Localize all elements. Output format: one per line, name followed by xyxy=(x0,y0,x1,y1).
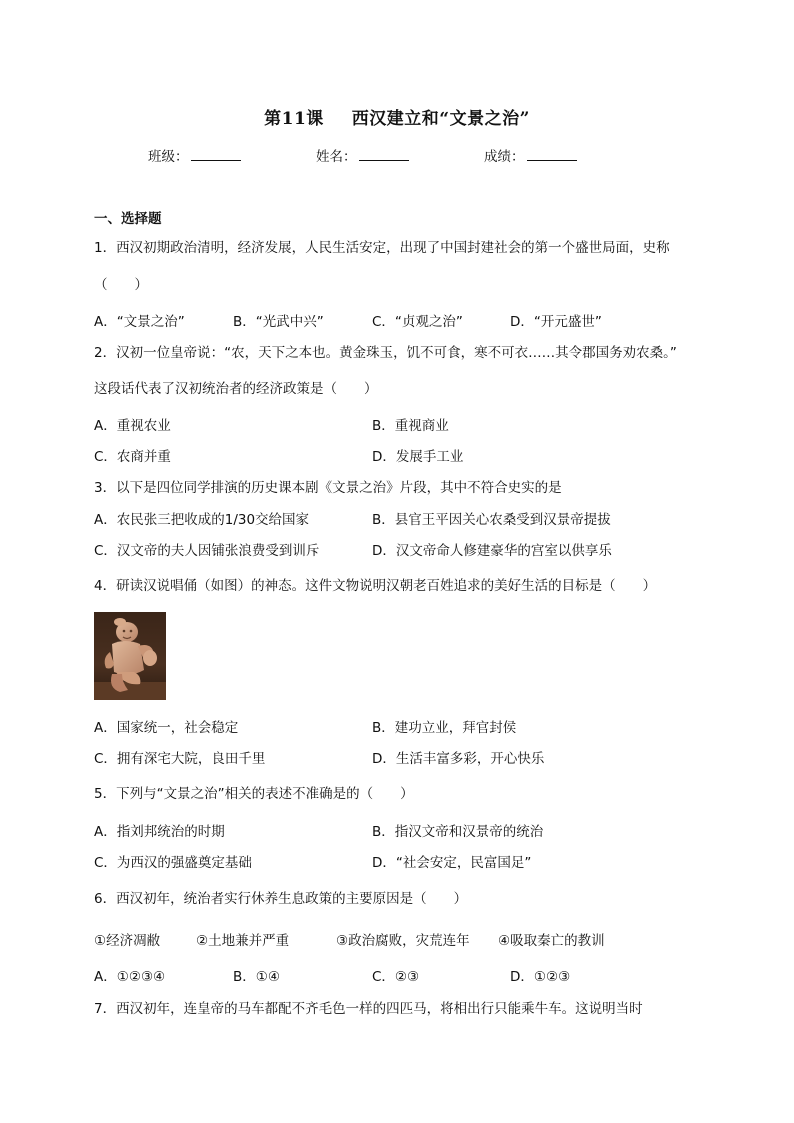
q1-option-a[interactable]: A．“文景之治” xyxy=(94,314,185,330)
section-heading: 一、选择题 xyxy=(94,211,162,227)
q6-option-b[interactable]: B．①④ xyxy=(233,969,280,985)
q1-option-d[interactable]: D．“开元盛世” xyxy=(510,314,602,330)
lesson-name: 西汉建立和“文景之治” xyxy=(351,109,530,129)
question-3-text: 3．以下是四位同学排演的历史课本剧《文景之治》片段，其中不符合史实的是 xyxy=(94,480,562,496)
q3-option-d[interactable]: D．汉文帝命人修建豪华的宫室以供享乐 xyxy=(372,543,612,559)
q5-option-a[interactable]: A．指刘邦统治的时期 xyxy=(94,824,225,840)
question-1-paren: （ ） xyxy=(94,277,148,293)
question-7-text: 7．西汉初年，连皇帝的马车都配不齐毛色一样的四匹马，将相出行只能乘牛车。这说明当时 xyxy=(94,1001,643,1017)
score-label: 成绩： xyxy=(484,149,525,165)
class-blank[interactable] xyxy=(191,148,241,161)
q6-item-2: ②土地兼并严重 xyxy=(196,933,290,949)
q1-option-c[interactable]: C．“贞观之治” xyxy=(372,314,463,330)
q2-option-a[interactable]: A．重视农业 xyxy=(94,418,171,434)
question-5-text: 5．下列与“文景之治”相关的表述不准确是的（ ） xyxy=(94,786,414,802)
q4-option-d[interactable]: D．生活丰富多彩，开心快乐 xyxy=(372,751,545,767)
question-6-text: 6．西汉初年，统治者实行休养生息政策的主要原因是（ ） xyxy=(94,891,468,907)
q2-option-d[interactable]: D．发展手工业 xyxy=(372,449,464,465)
q6-item-3: ③政治腐败，灾荒连年 xyxy=(336,933,470,949)
lesson-number: 第11课 xyxy=(264,109,324,129)
q3-option-c[interactable]: C．汉文帝的夫人因铺张浪费受到训斥 xyxy=(94,543,320,559)
figurine-image xyxy=(94,612,166,700)
score-blank[interactable] xyxy=(527,148,577,161)
q6-option-d[interactable]: D．①②③ xyxy=(510,969,571,985)
name-field[interactable] xyxy=(316,145,409,165)
q2-option-c[interactable]: C．农商并重 xyxy=(94,449,171,465)
score-field[interactable] xyxy=(484,145,577,165)
question-4-text: 4．研读汉说唱俑（如图）的神态。这件文物说明汉朝老百姓追求的美好生活的目标是（ ） xyxy=(94,578,657,594)
question-2-text: 2．汉初一位皇帝说：“农，天下之本也。黄金珠玉，饥不可食，寒不可衣……其令郡国务劝农桑。” xyxy=(94,345,677,361)
q5-option-d[interactable]: D．“社会安定，民富国足” xyxy=(372,855,532,871)
question-2-text-2: 这段话代表了汉初统治者的经济政策是（ ） xyxy=(94,381,378,397)
q6-item-4: ④吸取秦亡的教训 xyxy=(498,933,605,949)
class-label: 班级： xyxy=(148,149,189,165)
class-field[interactable] xyxy=(148,145,241,165)
q3-option-b[interactable]: B．县官王平因关心农桑受到汉景帝提拔 xyxy=(372,512,611,528)
q6-option-a[interactable]: A．①②③④ xyxy=(94,969,166,985)
q3-option-a[interactable]: A．农民张三把收成的1/30交给国家 xyxy=(94,512,310,528)
q6-item-1: ①经济凋敝 xyxy=(94,933,161,949)
q5-option-b[interactable]: B．指汉文帝和汉景帝的统治 xyxy=(372,824,544,840)
q6-option-c[interactable]: C．②③ xyxy=(372,969,420,985)
q2-option-b[interactable]: B．重视商业 xyxy=(372,418,449,434)
q4-option-a[interactable]: A．国家统一，社会稳定 xyxy=(94,720,239,736)
storyteller-figurine-photo xyxy=(94,612,166,700)
question-1-text: 1．西汉初期政治清明，经济发展，人民生活安定，出现了中国封建社会的第一个盛世局面，史称 xyxy=(94,240,670,256)
name-blank[interactable] xyxy=(359,148,409,161)
q5-option-c[interactable]: C．为西汉的强盛奠定基础 xyxy=(94,855,252,871)
q4-option-c[interactable]: C．拥有深宅大院，良田千里 xyxy=(94,751,266,767)
name-label: 姓名： xyxy=(316,149,357,165)
q1-option-b[interactable]: B．“光武中兴” xyxy=(233,314,324,330)
page-title xyxy=(0,104,794,129)
q4-option-b[interactable]: B．建功立业，拜官封侯 xyxy=(372,720,517,736)
